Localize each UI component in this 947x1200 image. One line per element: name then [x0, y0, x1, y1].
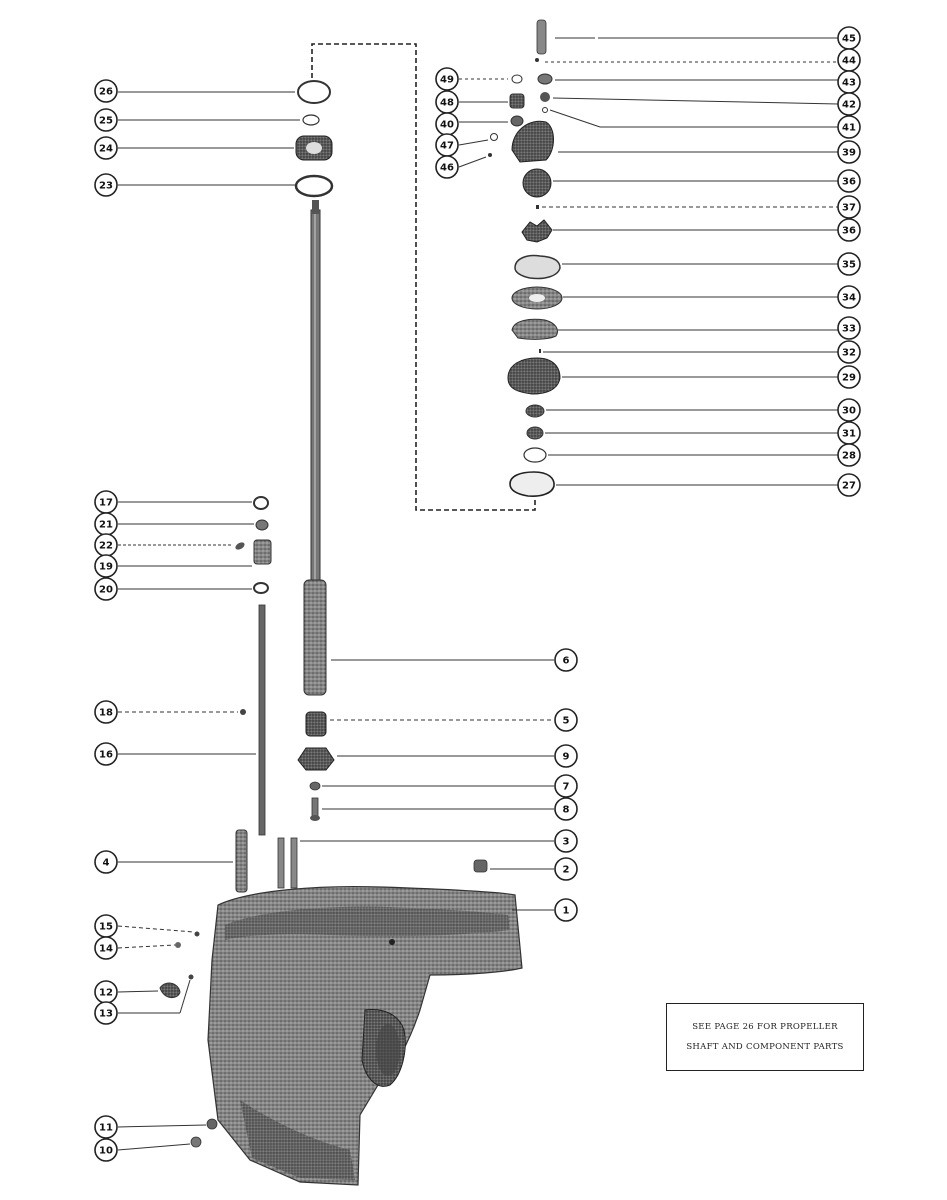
callout-label: 37 — [842, 202, 856, 214]
callout-24 — [95, 137, 117, 159]
callout-23 — [95, 174, 117, 196]
o-ring-49 — [512, 75, 522, 83]
callout-42 — [838, 93, 860, 115]
callout-27 — [838, 474, 860, 496]
callout-label: 43 — [842, 77, 856, 89]
grommet-43 — [538, 74, 552, 84]
washer-20 — [254, 583, 268, 593]
grommet-48 — [510, 94, 524, 108]
callout-45 — [838, 27, 860, 49]
washer-14 — [175, 942, 181, 948]
callout-label: 19 — [99, 561, 113, 573]
callout-19 — [95, 555, 117, 577]
tube-45 — [537, 20, 546, 54]
nut-21 — [256, 520, 268, 530]
callout-15 — [95, 915, 117, 937]
callout-label: 3 — [562, 836, 570, 848]
callout-22 — [95, 534, 117, 556]
bearing-24 — [296, 136, 332, 160]
callout-12 — [95, 981, 117, 1003]
callout-14 — [95, 937, 117, 959]
callout-34 — [838, 286, 860, 308]
callout-44 — [838, 49, 860, 71]
fitting-12 — [160, 983, 180, 998]
callout-label: 18 — [99, 707, 113, 719]
callout-label: 48 — [440, 97, 454, 109]
callout-48 — [436, 91, 458, 113]
callout-label: 34 — [842, 292, 856, 304]
seal-30 — [526, 405, 544, 417]
seal-40 — [511, 116, 523, 126]
callout-label: 32 — [842, 347, 856, 359]
callout-label: 6 — [562, 655, 570, 667]
callout-20 — [95, 578, 117, 600]
callout-47 — [436, 134, 458, 156]
callout-label: 47 — [440, 140, 454, 152]
water-tube-4 — [236, 830, 247, 892]
callout-21 — [95, 513, 117, 535]
see-page-note — [666, 1003, 864, 1071]
o-ring-28 — [524, 448, 546, 462]
callout-label: 36 — [842, 176, 856, 188]
shift-rod — [259, 605, 265, 835]
callout-49 — [436, 68, 458, 90]
callout-label: 22 — [99, 540, 113, 552]
callout-label: 28 — [842, 450, 856, 462]
callout-label: 40 — [440, 119, 454, 131]
callout-29 — [838, 366, 860, 388]
callout-label: 24 — [99, 143, 113, 155]
callout-9 — [555, 745, 577, 767]
callout-label: 11 — [99, 1122, 113, 1134]
pinion-gear-9 — [298, 748, 334, 770]
callout-label: 8 — [562, 804, 570, 816]
callout-41 — [838, 116, 860, 138]
callout-2 — [555, 858, 577, 880]
callout-label: 30 — [842, 405, 856, 417]
callout-label: 12 — [99, 987, 113, 999]
plate-34 — [512, 287, 562, 309]
callout-label: 42 — [842, 99, 856, 111]
dashed-connector — [312, 44, 535, 510]
o-ring-41 — [543, 108, 548, 113]
callout-30 — [838, 399, 860, 421]
washer-47 — [491, 134, 498, 141]
callout-3 — [555, 830, 577, 852]
callout-label: 31 — [842, 428, 856, 440]
callout-1 — [555, 899, 577, 921]
callout-18 — [95, 701, 117, 723]
callout-label: 4 — [102, 857, 110, 869]
washer-17 — [254, 497, 268, 509]
callout-5 — [555, 709, 577, 731]
pump-body-39 — [512, 121, 554, 162]
pin-22 — [234, 541, 246, 551]
callout-13 — [95, 1002, 117, 1024]
pin-32 — [539, 349, 541, 353]
bearing-5 — [306, 712, 326, 736]
bushing-19 — [254, 540, 271, 564]
callout-36 — [838, 170, 860, 192]
callout-36 — [838, 219, 860, 241]
callout-40 — [436, 113, 458, 135]
seal-42 — [540, 92, 550, 102]
callout-label: 9 — [562, 751, 570, 763]
callout-label: 49 — [440, 74, 454, 86]
screw-44 — [535, 58, 539, 62]
callout-label: 17 — [99, 497, 113, 509]
callout-25 — [95, 109, 117, 131]
note-line-2: SHAFT AND COMPONENT PARTS — [686, 1042, 844, 1052]
callout-label: 27 — [842, 480, 856, 492]
callout-4 — [95, 851, 117, 873]
note-line-1: SEE PAGE 26 FOR PROPELLER — [692, 1022, 838, 1032]
callout-label: 15 — [99, 921, 113, 933]
callout-43 — [838, 71, 860, 93]
callout-10 — [95, 1139, 117, 1161]
callout-label: 25 — [99, 115, 113, 127]
screw-15 — [195, 932, 200, 937]
callout-label: 21 — [99, 519, 113, 531]
callouts — [95, 27, 860, 1161]
impeller-housing-38 — [523, 169, 551, 197]
callout-31 — [838, 422, 860, 444]
callout-label: 44 — [842, 55, 856, 67]
callout-16 — [95, 743, 117, 765]
callout-label: 45 — [842, 33, 856, 45]
plug-11 — [207, 1119, 217, 1129]
gasket-27 — [510, 472, 554, 496]
gear-housing — [208, 887, 522, 1185]
callout-label: 20 — [99, 584, 113, 596]
callout-label: 29 — [842, 372, 856, 384]
screw-13 — [189, 975, 194, 980]
impeller-36 — [522, 220, 552, 242]
callout-label: 5 — [562, 715, 570, 727]
callout-label: 16 — [99, 749, 113, 761]
callout-label: 41 — [842, 122, 856, 134]
callout-label: 23 — [99, 180, 113, 192]
callout-label: 35 — [842, 259, 856, 271]
callout-label: 1 — [562, 905, 570, 917]
callout-label: 26 — [99, 86, 113, 98]
callout-label: 39 — [842, 147, 856, 159]
callout-label: 10 — [99, 1145, 113, 1157]
gasket-23 — [296, 176, 332, 196]
gasket-33 — [512, 319, 558, 339]
callout-32 — [838, 341, 860, 363]
bolt-8 — [310, 798, 320, 821]
callout-8 — [555, 798, 577, 820]
washer-10 — [191, 1137, 201, 1147]
drive-shaft — [304, 200, 326, 695]
callout-35 — [838, 253, 860, 275]
callout-label: 7 — [562, 781, 570, 793]
callout-label: 13 — [99, 1008, 113, 1020]
callout-label: 46 — [440, 162, 454, 174]
o-ring-25 — [303, 115, 319, 125]
callout-7 — [555, 775, 577, 797]
callout-label: 33 — [842, 323, 856, 335]
seal-31 — [527, 427, 543, 439]
callout-26 — [95, 80, 117, 102]
plug-2 — [474, 860, 487, 872]
callout-46 — [436, 156, 458, 178]
screw-46 — [488, 153, 492, 157]
callout-28 — [838, 444, 860, 466]
callout-37 — [838, 196, 860, 218]
callout-label: 14 — [99, 943, 113, 955]
callout-6 — [555, 649, 577, 671]
pin-18 — [240, 709, 246, 715]
callout-33 — [838, 317, 860, 339]
base-29 — [508, 358, 560, 394]
gasket-35 — [515, 256, 560, 279]
washer-7 — [310, 782, 320, 790]
callout-39 — [838, 141, 860, 163]
callout-label: 2 — [562, 864, 570, 876]
callout-label: 36 — [842, 225, 856, 237]
callout-17 — [95, 491, 117, 513]
key-37 — [536, 205, 539, 209]
water-tube-3 — [278, 838, 297, 888]
seal-ring-26 — [298, 81, 330, 103]
callout-11 — [95, 1116, 117, 1138]
